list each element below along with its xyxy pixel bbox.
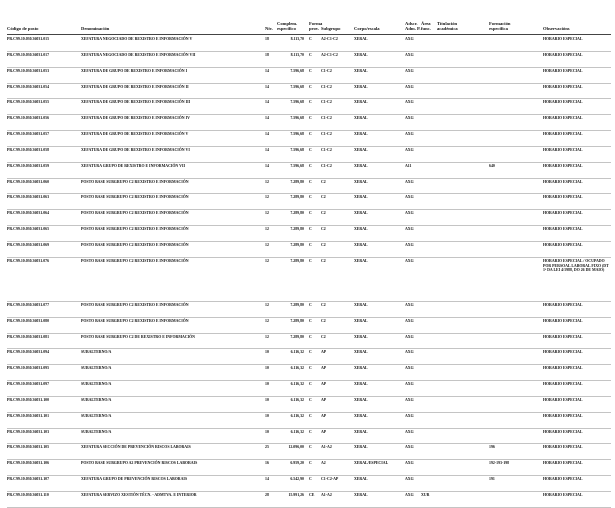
cell-nivel: 14 — [265, 132, 269, 137]
cell-adscricion: A11 — [405, 163, 412, 168]
cell-subgrupo: C1-C2 — [321, 84, 332, 89]
cell-adscricion: AXG — [405, 211, 414, 216]
cell-nivel: 12 — [265, 195, 269, 200]
cell-adscricion: AXG — [405, 429, 414, 434]
cell-corpo: XERAL — [354, 318, 368, 323]
cell-subgrupo: C2 — [321, 334, 326, 339]
cell-corpo: XERAL — [354, 132, 368, 137]
cell-denominacion: XEFATURA NEGOCIADO DE REXISTRO E INFORMACIÓN V — [81, 37, 193, 41]
cell-codigo: PR.C99.10.030.36031.080 — [7, 318, 50, 323]
cell-subgrupo: C2 — [321, 318, 326, 323]
table-row — [7, 36, 611, 52]
cell-adscricion: AXG — [405, 382, 414, 387]
table-row — [7, 210, 611, 226]
cell-nivel: 12 — [265, 318, 269, 323]
cell-codigo: PR.C99.10.030.36031.053 — [7, 68, 50, 73]
cell-complemento: 7.289,80 — [290, 302, 304, 307]
cell-observacions: HORARIO ESPECIAL — [543, 163, 583, 168]
header-codigo: Código de posto — [7, 26, 39, 32]
cell-nivel: 12 — [265, 258, 269, 263]
cell-forma: C — [309, 195, 312, 200]
cell-complemento: 7.289,80 — [290, 334, 304, 339]
cell-denominacion: XEFATURA DE GRUPO DE REXISTRO E INFORMACIÓN I — [81, 68, 188, 73]
cell-forma: C — [309, 477, 312, 482]
cell-corpo: XERAL — [354, 302, 368, 307]
cell-observacions: HORARIO ESPECIAL — [543, 366, 583, 371]
cell-observacions: HORARIO ESPECIAL — [543, 334, 583, 339]
cell-nivel: 12 — [265, 302, 269, 307]
cell-complemento: 6.116,32 — [290, 382, 304, 387]
cell-denominacion: SUBALTERNO/A — [81, 350, 112, 355]
cell-subgrupo: C1-C2-AP — [321, 477, 339, 482]
cell-observacions: HORARIO ESPECIAL — [543, 147, 583, 152]
table-row — [7, 68, 611, 84]
cell-complemento: 15.991,26 — [288, 492, 304, 497]
cell-nivel: 14 — [265, 68, 269, 73]
cell-corpo: XERAL — [354, 227, 368, 232]
cell-observacions: HORARIO ESPECIAL — [543, 242, 583, 247]
cell-adscricion: AXG — [405, 334, 414, 339]
cell-codigo: PR.C99.10.030.36031.107 — [7, 477, 50, 482]
cell-complemento: 6.116,32 — [290, 429, 304, 434]
cell-nivel: 10 — [265, 413, 269, 418]
cell-codigo: PR.C99.10.030.36031.056 — [7, 116, 50, 121]
cell-corpo: XERAL — [354, 84, 368, 89]
cell-nivel: 28 — [265, 492, 269, 497]
cell-codigo: PR.C99.10.030.36031.077 — [7, 302, 50, 307]
cell-observacions: HORARIO ESPECIAL — [543, 413, 583, 418]
cell-codigo: PR.C99.10.030.36031.106 — [7, 461, 50, 466]
cell-forma: C — [309, 179, 312, 184]
cell-forma: C — [309, 461, 312, 466]
cell-denominacion: XEFATURA GRUPO DE REXISTRO E INFORMACIÓN VII — [81, 163, 185, 168]
cell-denominacion: POSTO BASE SUBGRUPO C2 REXISTRO E INFORMACIÓN — [81, 302, 189, 307]
cell-denominacion: SUBALTERNO/A — [81, 397, 112, 402]
cell-observacions: HORARIO ESPECIAL — [543, 37, 583, 41]
cell-corpo: XERAL — [354, 116, 368, 121]
header-titulacion: Titulación académica — [437, 20, 458, 32]
cell-denominacion: POSTO BASE SUBGRUPO A2 PREVENCIÓN RISCOS LABORAIS — [81, 461, 198, 466]
cell-codigo: PR.C99.10.030.36031.097 — [7, 382, 50, 387]
cell-nivel: 18 — [265, 52, 269, 57]
cell-complemento: 7.596,68 — [290, 163, 304, 168]
cell-codigo: PR.C99.10.030.36031.103 — [7, 429, 50, 434]
cell-formacion: 640 — [489, 163, 495, 168]
cell-subgrupo: A2-C1-C2 — [321, 52, 338, 57]
table-header — [7, 14, 611, 35]
cell-corpo: XERAL — [354, 366, 368, 371]
cell-complemento: 7.596,68 — [290, 84, 304, 89]
cell-complemento: 7.596,68 — [290, 68, 304, 73]
cell-observacions: HORARIO ESPECIAL — [543, 302, 583, 307]
cell-denominacion: POSTO BASE SUBGRUPO C2 REXISTRO E INFORMACIÓN — [81, 211, 189, 216]
cell-complemento: 6.116,32 — [290, 350, 304, 355]
cell-complemento: 6.542,90 — [290, 477, 304, 482]
cell-forma: C — [309, 318, 312, 323]
cell-subgrupo: AP — [321, 382, 327, 387]
cell-corpo: XERAL — [354, 492, 368, 497]
cell-corpo: XERAL — [354, 334, 368, 339]
cell-denominacion: XEFATURA DE GRUPO DE REXISTRO E INFORMACIÓN II — [81, 84, 189, 89]
cell-denominacion: POSTO BASE SUBGRUPO C2 REXISTRO E INFORMACIÓN — [81, 258, 189, 263]
table-row — [7, 349, 611, 365]
cell-forma: C — [309, 242, 312, 247]
cell-codigo: PR.C99.10.030.36031.094 — [7, 350, 50, 355]
cell-adscricion: AXG — [405, 179, 414, 184]
cell-codigo: PR.C99.10.030.36031.063 — [7, 195, 50, 200]
cell-codigo: PR.C99.10.030.36031.069 — [7, 242, 50, 247]
cell-denominacion: XEFATURA SECCIÓN DE PREVENCIÓN RISCOS LABORAIS — [81, 445, 191, 450]
cell-denominacion: POSTO BASE SUBGRUPO C2 DE REXISTRO E INFORMACIÓN — [81, 334, 195, 339]
table-row — [7, 179, 611, 195]
cell-denominacion: XEFATURA DE GRUPO DE REXISTRO E INFORMACIÓN VI — [81, 147, 190, 152]
cell-adscricion: AXG — [405, 302, 414, 307]
table-row — [7, 242, 611, 258]
cell-codigo: PR.C99.10.030.36031.059 — [7, 163, 50, 168]
cell-forma: C — [309, 100, 312, 105]
cell-corpo: XERAL — [354, 397, 368, 402]
cell-subgrupo: C2 — [321, 211, 326, 216]
cell-corpo: XERAL — [354, 147, 368, 152]
table-row — [7, 397, 611, 413]
cell-formacion: 196 — [489, 445, 495, 450]
cell-denominacion: XEFATURA DE GRUPO DE REXISTRO E INFORMACIÓN IV — [81, 116, 190, 121]
cell-subgrupo: A1-A2 — [321, 492, 332, 497]
cell-complemento: 7.289,80 — [290, 318, 304, 323]
cell-formacion: 191 — [489, 477, 495, 482]
cell-adscricion: AXG — [405, 318, 414, 323]
cell-nivel: 14 — [265, 100, 269, 105]
cell-adscricion: AXG — [405, 52, 414, 57]
cell-codigo: PR.C99.10.030.36031.060 — [7, 179, 50, 184]
cell-complemento: 7.596,68 — [290, 100, 304, 105]
table-row — [7, 99, 611, 115]
cell-complemento: 7.289,80 — [290, 211, 304, 216]
cell-denominacion: SUBALTERNO/A — [81, 366, 112, 371]
cell-denominacion: POSTO BASE SUBGRUPO C2 REXISTRO E INFORMACIÓN — [81, 195, 189, 200]
table-row — [7, 163, 611, 179]
cell-adscricion: AXG — [405, 492, 414, 497]
cell-nivel: 12 — [265, 242, 269, 247]
cell-denominacion: SUBALTERNO/A — [81, 429, 112, 434]
cell-codigo: PR.C99.10.030.36031.057 — [7, 132, 50, 137]
table-row — [7, 429, 611, 445]
header-forma: Forma prov. — [309, 20, 323, 32]
cell-denominacion: XEFATURA DE GRUPO DE REXISTRO E INFORMACIÓN V — [81, 132, 189, 137]
cell-corpo: XERAL — [354, 258, 368, 263]
cell-corpo: XERAL — [354, 429, 368, 434]
header-subgrupo: Subgrupo — [321, 26, 341, 32]
cell-complemento: 7.289,80 — [290, 179, 304, 184]
header-area: Área func. — [421, 20, 431, 32]
cell-adscricion: AXG — [405, 350, 414, 355]
cell-forma: C — [309, 227, 312, 232]
cell-subgrupo: C1-C2 — [321, 116, 332, 121]
cell-forma: C — [309, 429, 312, 434]
cell-complemento: 7.289,80 — [290, 242, 304, 247]
table-body — [7, 36, 611, 508]
table-row — [7, 194, 611, 210]
cell-observacions: HORARIO ESPECIAL — [543, 382, 583, 387]
cell-nivel: 14 — [265, 163, 269, 168]
cell-complemento: 7.596,68 — [290, 132, 304, 137]
cell-forma: C — [309, 366, 312, 371]
cell-nivel: 12 — [265, 227, 269, 232]
cell-corpo: XERAL/ESPECIAL — [354, 461, 389, 466]
cell-adscricion: AXG — [405, 84, 414, 89]
cell-nivel: 12 — [265, 179, 269, 184]
cell-forma: C — [309, 37, 312, 41]
cell-subgrupo: AP — [321, 350, 327, 355]
cell-forma: C — [309, 334, 312, 339]
cell-complemento: 7.289,80 — [290, 227, 304, 232]
cell-forma: C — [309, 211, 312, 216]
cell-adscricion: AXG — [405, 366, 414, 371]
cell-forma: C — [309, 445, 312, 450]
cell-subgrupo: A2 — [321, 461, 326, 466]
cell-observacions: HORARIO ESPECIAL — [543, 445, 583, 450]
cell-forma: C — [309, 147, 312, 152]
cell-nivel: 10 — [265, 382, 269, 387]
cell-codigo: PR.C99.10.030.36031.110 — [7, 492, 49, 497]
table-row — [7, 147, 611, 163]
cell-codigo: PR.C99.10.030.36031.015 — [7, 37, 50, 41]
cell-observacions: HORARIO ESPECIAL — [543, 195, 583, 200]
cell-forma: C — [309, 68, 312, 73]
table-row — [7, 365, 611, 381]
cell-area: XUR — [421, 492, 430, 497]
cell-corpo: XERAL — [354, 382, 368, 387]
cell-complemento: 12.096,00 — [288, 445, 304, 450]
cell-complemento: 7.596,68 — [290, 116, 304, 121]
cell-denominacion: XEFATURA DE GRUPO DE REXISTRO E INFORMACIÓN III — [81, 100, 191, 105]
header-observacions: Observacións — [543, 26, 570, 32]
table-row — [7, 460, 611, 476]
cell-nivel: 10 — [265, 397, 269, 402]
cell-codigo: PR.C99.10.030.36031.101 — [7, 413, 50, 418]
cell-nivel: 10 — [265, 350, 269, 355]
header-denominacion: Denominación — [81, 26, 110, 32]
cell-subgrupo: C2 — [321, 258, 326, 263]
table-row — [7, 226, 611, 242]
cell-complemento: 7.289,80 — [290, 195, 304, 200]
cell-subgrupo: C2 — [321, 227, 326, 232]
cell-denominacion: POSTO BASE SUBGRUPO C2 REXISTRO E INFORMACIÓN — [81, 227, 189, 232]
cell-nivel: 14 — [265, 147, 269, 152]
cell-subgrupo: A1-A2 — [321, 445, 332, 450]
cell-subgrupo: AP — [321, 397, 327, 402]
table-row — [7, 318, 611, 334]
cell-nivel: 25 — [265, 445, 269, 450]
cell-subgrupo: C2 — [321, 242, 326, 247]
cell-denominacion: XEFATURA SERVIZO XESTIÓN TÉCN. - ADMTVA. E INTERIOR — [81, 492, 197, 497]
cell-adscricion: AXG — [405, 258, 414, 263]
cell-corpo: XERAL — [354, 413, 368, 418]
table-row — [7, 115, 611, 131]
cell-corpo: XERAL — [354, 68, 368, 73]
cell-nivel: 16 — [265, 461, 269, 466]
cell-observacions: HORARIO ESPECIAL — [543, 477, 583, 482]
cell-subgrupo: AP — [321, 413, 327, 418]
cell-denominacion: SUBALTERNO/A — [81, 382, 112, 387]
cell-codigo: PR.C99.10.030.36031.017 — [7, 52, 50, 57]
cell-corpo: XERAL — [354, 445, 368, 450]
cell-subgrupo: C2 — [321, 302, 326, 307]
table-row — [7, 258, 611, 302]
table-row — [7, 131, 611, 147]
cell-complemento: 6.116,32 — [290, 413, 304, 418]
cell-corpo: XERAL — [354, 477, 368, 482]
table-row — [7, 444, 611, 460]
cell-observacions: HORARIO ESPECIAL — [543, 350, 583, 355]
cell-forma: C — [309, 163, 312, 168]
cell-forma: C — [309, 413, 312, 418]
cell-subgrupo: AP — [321, 429, 327, 434]
cell-complemento: 8.113,70 — [290, 37, 304, 41]
cell-codigo: PR.C99.10.030.36031.058 — [7, 147, 50, 152]
cell-codigo: PR.C99.10.030.36031.054 — [7, 84, 50, 89]
cell-formacion: 192-193-198 — [489, 461, 510, 466]
cell-forma: C — [309, 116, 312, 121]
cell-denominacion: POSTO BASE SUBGRUPO C2 REXISTRO E INFORMACIÓN — [81, 242, 189, 247]
cell-adscricion: AXG — [405, 397, 414, 402]
cell-subgrupo: C1-C2 — [321, 68, 332, 73]
cell-denominacion: XEFATURA NEGOCIADO DE REXISTRO E INFORMACIÓN VII — [81, 52, 196, 57]
cell-nivel: 10 — [265, 429, 269, 434]
cell-observacions: HORARIO ESPECIAL — [543, 132, 583, 137]
cell-adscricion: AXG — [405, 227, 414, 232]
table-row — [7, 381, 611, 397]
cell-corpo: XERAL — [354, 242, 368, 247]
cell-nivel: 10 — [265, 366, 269, 371]
cell-forma: C — [309, 350, 312, 355]
cell-codigo: PR.C99.10.030.36031.081 — [7, 334, 50, 339]
cell-observacions: HORARIO ESPECIAL — [543, 68, 583, 73]
cell-nivel: 14 — [265, 116, 269, 121]
cell-observacions: HORARIO ESPECIAL — [543, 52, 583, 57]
cell-observacions: HORARIO ESPECIAL — [543, 116, 583, 121]
cell-complemento: 7.289,80 — [290, 258, 304, 263]
cell-subgrupo: C1-C2 — [321, 147, 332, 152]
cell-adscricion: AXG — [405, 242, 414, 247]
cell-corpo: XERAL — [354, 211, 368, 216]
cell-codigo: PR.C99.10.030.36031.076 — [7, 258, 50, 263]
cell-adscricion: AXG — [405, 477, 414, 482]
table-row — [7, 302, 611, 318]
cell-adscricion: AXG — [405, 116, 414, 121]
cell-corpo: XERAL — [354, 100, 368, 105]
cell-corpo: XERAL — [354, 52, 368, 57]
cell-codigo: PR.C99.10.030.36031.065 — [7, 227, 50, 232]
cell-adscricion: AXG — [405, 147, 414, 152]
cell-observacions: HORARIO ESPECIAL — [543, 397, 583, 402]
cell-forma: C — [309, 302, 312, 307]
cell-subgrupo: C1-C2 — [321, 100, 332, 105]
cell-complemento: 8.113,70 — [290, 52, 304, 57]
cell-codigo: PR.C99.10.030.36031.095 — [7, 366, 50, 371]
cell-nivel: 18 — [265, 37, 269, 41]
cell-corpo: XERAL — [354, 37, 368, 41]
cell-denominacion: POSTO BASE SUBGRUPO C2 REXISTRO E INFORMACIÓN — [81, 318, 189, 323]
cell-adscricion: AXG — [405, 461, 414, 466]
cell-observacions: HORARIO ESPECIAL — [543, 84, 583, 89]
cell-subgrupo: A2-C1-C2 — [321, 37, 338, 41]
cell-denominacion: XEFATURA GRUPO DE PREVENCIÓN RISCOS LABORAIS — [81, 477, 188, 482]
cell-nivel: 14 — [265, 477, 269, 482]
table-row — [7, 334, 611, 350]
cell-adscricion: AXG — [405, 413, 414, 418]
table-row — [7, 84, 611, 100]
cell-subgrupo: C2 — [321, 179, 326, 184]
cell-forma: C — [309, 132, 312, 137]
cell-forma: C — [309, 397, 312, 402]
cell-complemento: 6.116,32 — [290, 397, 304, 402]
cell-observacions: HORARIO ESPECIAL / OCUPADO POR PERSOAL LABORAL FIXO (DT 1ª DA LEI 4/1988, DO 26 DE MAIO) — [543, 258, 609, 273]
table-row — [7, 413, 611, 429]
cell-observacions: HORARIO ESPECIAL — [543, 429, 583, 434]
cell-nivel: 14 — [265, 84, 269, 89]
cell-subgrupo: C1-C2 — [321, 132, 332, 137]
cell-denominacion: POSTO BASE SUBGRUPO C2 REXISTRO E INFORMACIÓN — [81, 179, 189, 184]
table-row — [7, 492, 611, 508]
cell-forma: C — [309, 258, 312, 263]
cell-observacions: HORARIO ESPECIAL — [543, 318, 583, 323]
table-row — [7, 476, 611, 492]
header-complemento: Complem. específico — [277, 20, 298, 32]
cell-forma: C — [309, 382, 312, 387]
header-nivel: Nív. — [265, 26, 273, 32]
cell-complemento: 6.116,32 — [290, 366, 304, 371]
cell-subgrupo: AP — [321, 366, 327, 371]
cell-codigo: PR.C99.10.030.36031.055 — [7, 100, 50, 105]
table-row — [7, 52, 611, 68]
cell-complemento: 6.959,20 — [290, 461, 304, 466]
cell-forma: CE — [309, 492, 315, 497]
cell-subgrupo: C2 — [321, 195, 326, 200]
header-formacion: Formación específica — [489, 20, 511, 32]
cell-nivel: 12 — [265, 211, 269, 216]
cell-codigo: PR.C99.10.030.36031.100 — [7, 397, 50, 402]
cell-adscricion: AXG — [405, 132, 414, 137]
cell-observacions: HORARIO ESPECIAL — [543, 100, 583, 105]
cell-codigo: PR.C99.10.030.36031.064 — [7, 211, 50, 216]
cell-corpo: XERAL — [354, 179, 368, 184]
cell-corpo: XERAL — [354, 350, 368, 355]
cell-adscricion: AXG — [405, 37, 414, 41]
cell-adscricion: AXG — [405, 100, 414, 105]
cell-nivel: 12 — [265, 334, 269, 339]
cell-adscricion: AXG — [405, 445, 414, 450]
header-adscricion: Adscr. Adm. P. — [405, 20, 421, 32]
cell-denominacion: SUBALTERNO/A — [81, 413, 112, 418]
cell-forma: C — [309, 84, 312, 89]
cell-observacions: HORARIO ESPECIAL — [543, 227, 583, 232]
cell-observacions: HORARIO ESPECIAL — [543, 179, 583, 184]
cell-observacions: HORARIO ESPECIAL — [543, 211, 583, 216]
header-corpo: Corpo/escala — [354, 26, 380, 32]
cell-observacions: HORARIO ESPECIAL — [543, 492, 583, 497]
cell-forma: C — [309, 52, 312, 57]
cell-corpo: XERAL — [354, 163, 368, 168]
cell-subgrupo: C1-C2 — [321, 163, 332, 168]
cell-observacions: HORARIO ESPECIAL — [543, 461, 583, 466]
cell-complemento: 7.596,68 — [290, 147, 304, 152]
cell-adscricion: AXG — [405, 68, 414, 73]
cell-corpo: XERAL — [354, 195, 368, 200]
cell-adscricion: AXG — [405, 195, 414, 200]
cell-codigo: PR.C99.10.030.36031.105 — [7, 445, 50, 450]
